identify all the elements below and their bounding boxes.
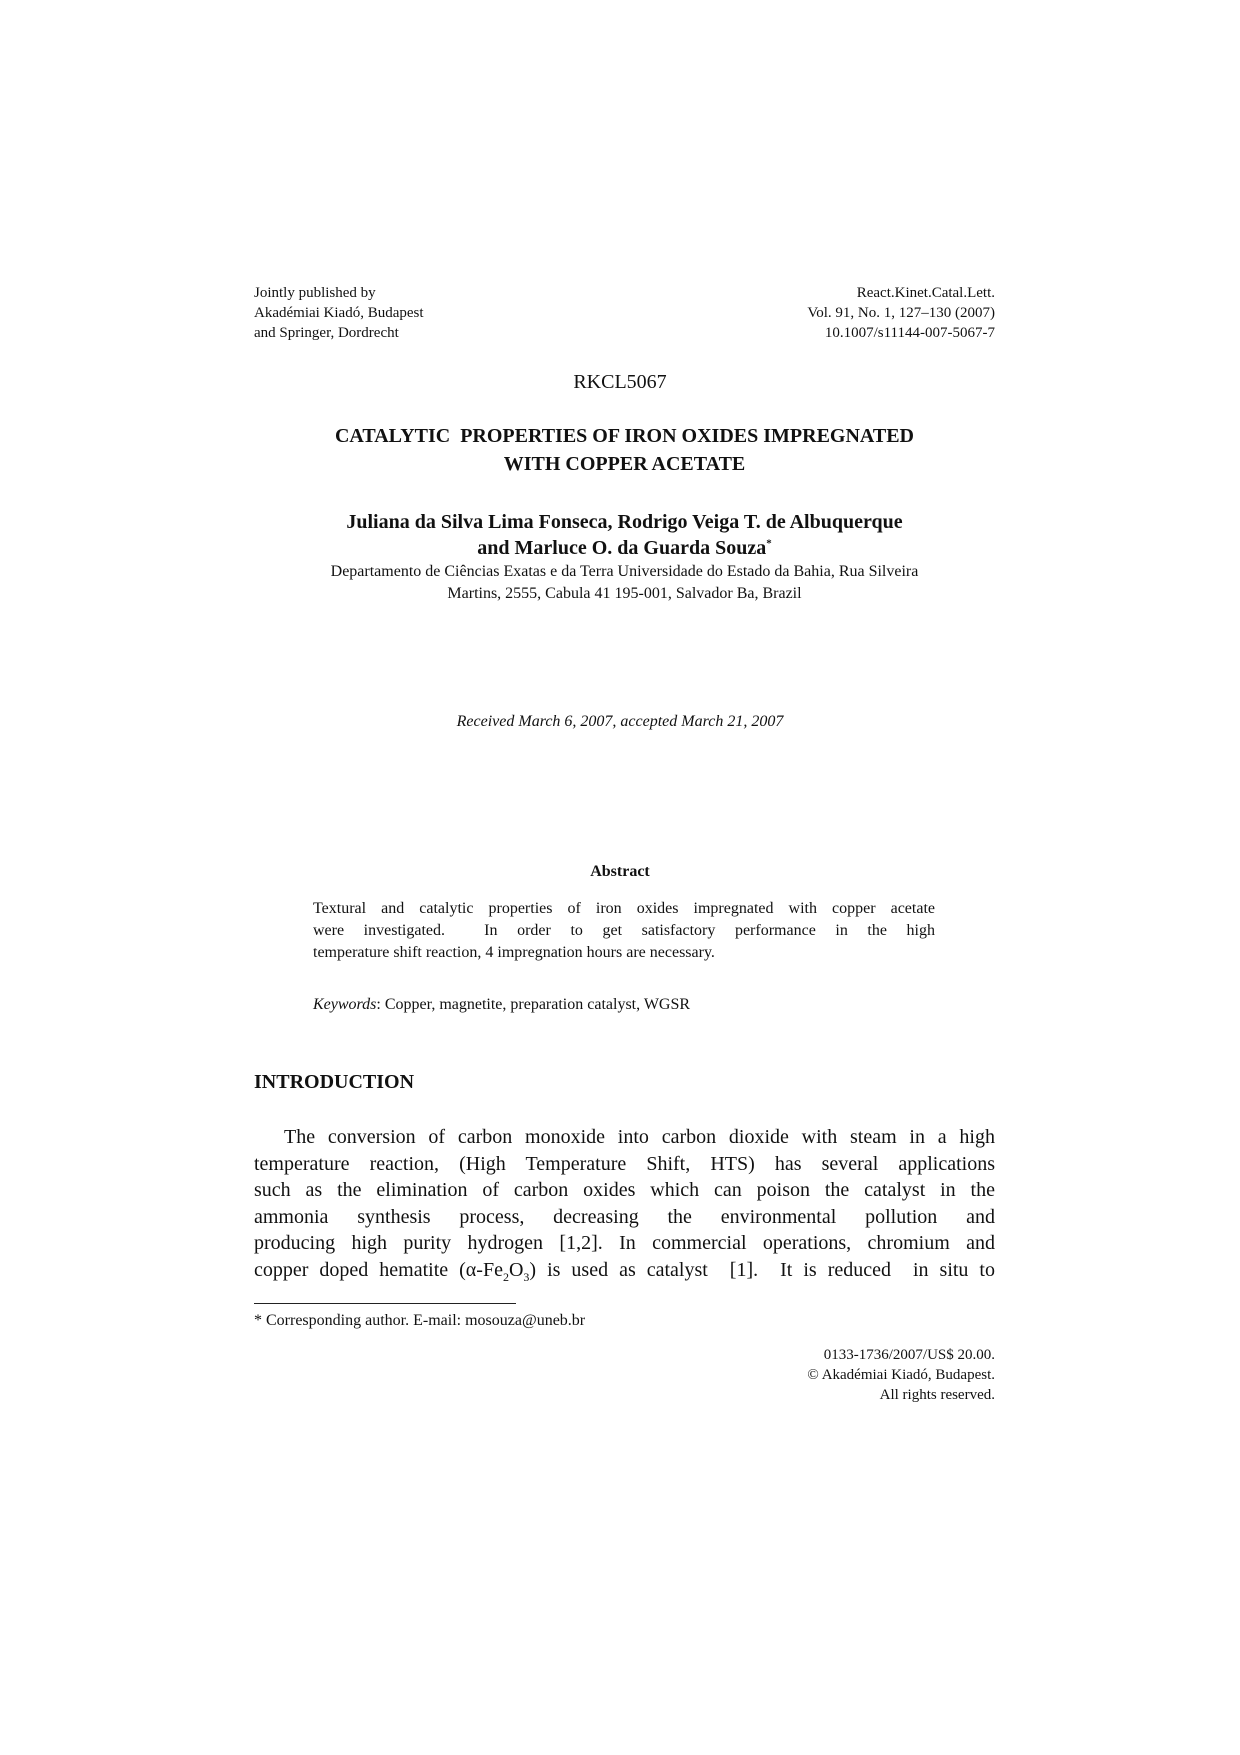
copyright-notice	[700, 1345, 995, 1405]
abstract-text	[313, 898, 935, 964]
keywords	[313, 996, 690, 1014]
abstract-heading: Abstract	[590, 863, 650, 880]
title-line: WITH COPPER ACETATE	[503, 453, 746, 475]
authors-line-text: and Marluce O. da Guarda Souza	[477, 537, 767, 559]
formula-text: O	[508, 1258, 524, 1281]
abstract-line: Textural and catalytic properties of iron oxides impregnated with copper acetate	[313, 900, 935, 917]
paragraph-line: The conversion of carbon monoxide into carbon dioxide with steam in a high	[284, 1126, 995, 1148]
paper-title	[254, 422, 995, 478]
abstract-line: were investigated. In order to get satisfactory performance in the high	[313, 922, 935, 939]
paragraph-line: such as the elimination of carbon oxides which can poison the catalyst in the	[254, 1179, 995, 1201]
copyright-line: © Akadémiai Kiadó, Budapest.	[807, 1367, 995, 1383]
formula-text: copper doped hematite (α-Fe	[254, 1258, 503, 1281]
affiliation	[254, 561, 995, 605]
author-list	[254, 509, 995, 561]
publisher-line: and Springer, Dordrecht	[254, 325, 399, 341]
journal-info	[700, 283, 995, 343]
introduction-paragraph	[254, 1124, 995, 1283]
journal-line: Vol. 91, No. 1, 127–130 (2007)	[807, 305, 995, 321]
authors-line: Juliana da Silva Lima Fonseca, Rodrigo Veiga T. de Albuquerque	[346, 511, 903, 533]
formula-subscript: 2	[502, 1269, 509, 1284]
paragraph-line: ammonia synthesis process, decreasing the environmental pollution and	[254, 1205, 995, 1228]
section-heading-introduction: INTRODUCTION	[254, 1071, 415, 1093]
paragraph-line: temperature reaction, (High Temperature Shift, HTS) has several applications	[254, 1152, 995, 1175]
keywords-label: Keywords	[313, 996, 377, 1013]
affiliation-line: Martins, 2555, Cabula 41 195-001, Salvador Ba, Brazil	[447, 585, 802, 602]
received-dates: Received March 6, 2007, accepted March 21, 2007	[456, 713, 784, 730]
keywords-text: : Copper, magnetite, preparation catalyst, WGSR	[376, 996, 691, 1013]
paragraph-text: ) is used as catalyst [1]. It is reduced in situ to	[529, 1258, 995, 1281]
paragraph-line: producing high purity hydrogen [1,2]. In commercial operations, chromium and	[254, 1232, 995, 1254]
paragraph-line	[254, 1257, 995, 1284]
publisher-line: Jointly published by	[254, 285, 376, 301]
authors-line	[254, 535, 995, 561]
abstract-line: temperature shift reaction, 4 impregnation hours are necessary.	[313, 944, 715, 961]
title-line: CATALYTIC PROPERTIES OF IRON OXIDES IMPREGNATED	[334, 425, 914, 447]
formula-subscript: 3	[523, 1269, 530, 1284]
corresponding-author-mark: *	[766, 537, 772, 550]
copyright-line: 0133-1736/2007/US$ 20.00.	[823, 1347, 995, 1363]
affiliation-line: Departamento de Ciências Exatas e da Terra Universidade do Estado da Bahia, Rua Silveira	[330, 563, 919, 580]
journal-doi: 10.1007/s11144-007-5067-7	[824, 325, 995, 341]
article-code: RKCL5067	[573, 371, 667, 393]
footnote-divider	[254, 1303, 516, 1304]
publisher-info	[254, 283, 614, 343]
footnote: * Corresponding author. E-mail: mosouza@uneb.br	[254, 1312, 586, 1329]
copyright-line: All rights reserved.	[879, 1387, 995, 1403]
journal-line: React.Kinet.Catal.Lett.	[856, 285, 995, 301]
publisher-line: Akadémiai Kiadó, Budapest	[254, 305, 424, 321]
